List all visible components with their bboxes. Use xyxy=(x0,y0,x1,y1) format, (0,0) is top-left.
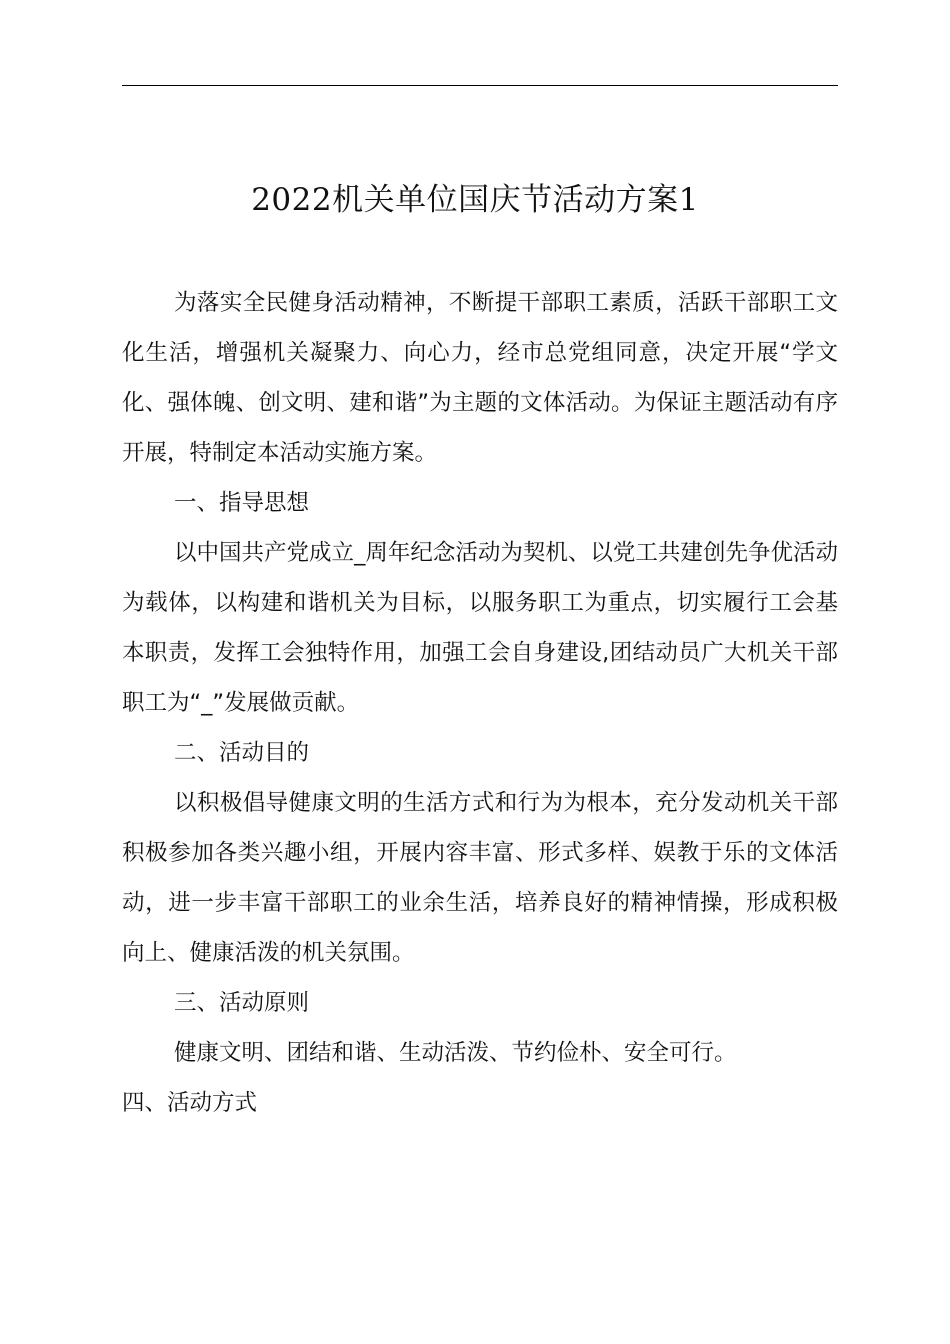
section-body-principles: 健康文明、团结和谐、生动活泼、节约俭朴、安全可行。 xyxy=(174,1040,737,1066)
section-heading-purpose: 二、活动目的 xyxy=(174,740,310,766)
section-body-guiding-ideology: 以中国共产党成立_周年纪念活动为契机、以党工共建创先争优活动为载体，以构建和谐机关为目标，以服务职工为重点，切实履行工会基本职责，发挥工会独特作用，加强工会自身建设,团结动员广大机关干部职工为“_”发展做贡献。 xyxy=(122,540,838,716)
section-heading-methods: 四、活动方式 xyxy=(122,1090,258,1116)
document-title: 2022机关单位国庆节活动方案1 xyxy=(251,182,699,218)
section-heading-principles: 三、活动原则 xyxy=(174,990,310,1016)
section-heading-guiding-ideology: 一、指导思想 xyxy=(174,490,310,516)
header-rule xyxy=(122,85,838,86)
intro-paragraph: 为落实全民健身活动精神，不断提干部职工素质，活跃干部职工文化生活，增强机关凝聚力、向心力，经市总党组同意，决定开展“学文化、强体魄、创文明、建和谐”为主题的文体活动。为保证主题活动有序开展，特制定本活动实施方案。 xyxy=(122,290,838,466)
section-body-purpose: 以积极倡导健康文明的生活方式和行为为根本，充分发动机关干部积极参加各类兴趣小组，开展内容丰富、形式多样、娱教于乐的文体活动，进一步丰富干部职工的业余生活，培养良好的精神情操，形成积极向上、健康活泼的机关氛围。 xyxy=(122,790,838,966)
document-body xyxy=(122,278,838,1128)
